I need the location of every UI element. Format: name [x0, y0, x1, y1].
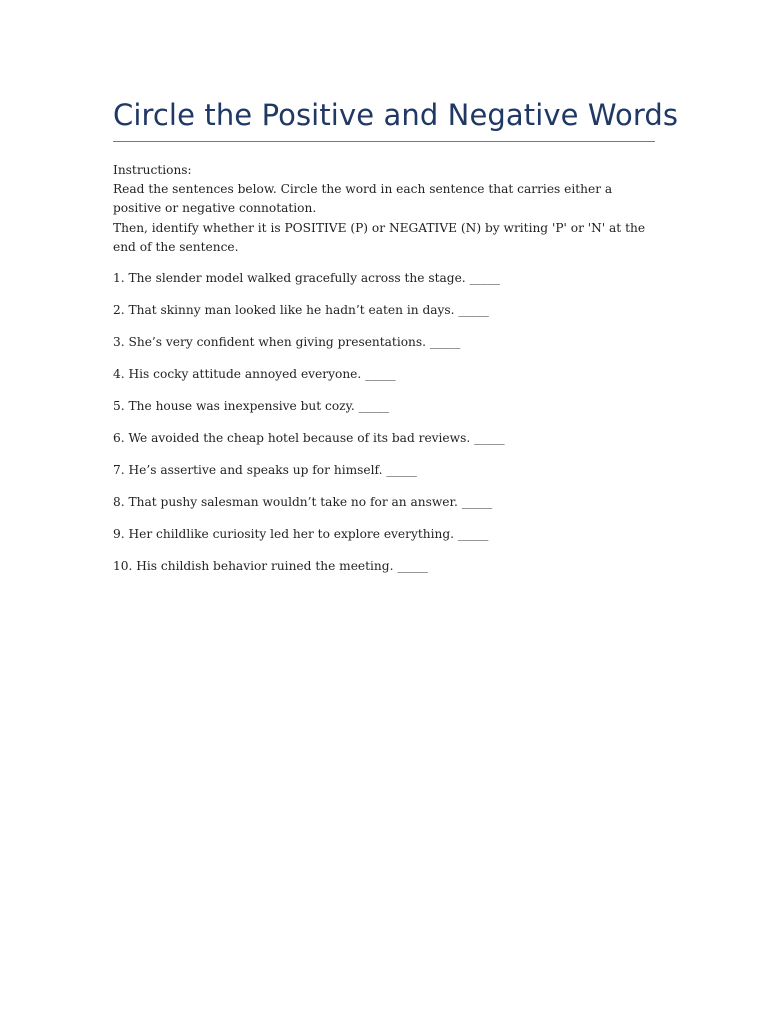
sentence-item-7: 7. He’s assertive and speaks up for himself. _____	[113, 463, 417, 478]
sentence-item-8: 8. That pushy salesman wouldn’t take no for an answer. _____	[113, 495, 493, 510]
sentence-item-1: 1. The slender model walked gracefully across the stage. _____	[113, 271, 501, 286]
title-divider	[113, 141, 655, 142]
sentence-item-10: 10. His childish behavior ruined the meeting. _____	[113, 559, 428, 574]
sentence-item-9: 9. Her childlike curiosity led her to explore everything. _____	[113, 527, 489, 542]
instructions-line-2: Then, identify whether it is POSITIVE (P) or NEGATIVE (N) by writing 'P' or 'N' at the end of the sentence.	[113, 220, 646, 254]
instructions-line-1: Read the sentences below. Circle the word in each sentence that carries either a positive or negative connotation.	[113, 182, 613, 216]
sentence-item-2: 2. That skinny man looked like he hadn’t eaten in days. _____	[113, 303, 489, 318]
instructions-block	[113, 161, 655, 257]
instructions-heading: Instructions:	[113, 163, 192, 177]
document-page	[113, 96, 679, 589]
sentence-item-6: 6. We avoided the cheap hotel because of its bad reviews. _____	[113, 431, 505, 446]
sentence-item-4: 4. His cocky attitude annoyed everyone. _____	[113, 367, 396, 382]
sentence-item-3: 3. She’s very confident when giving presentations. _____	[113, 335, 461, 350]
sentence-list	[113, 269, 655, 576]
sentence-item-5: 5. The house was inexpensive but cozy. _____	[113, 399, 390, 414]
page-title: Circle the Positive and Negative Words	[113, 98, 679, 132]
